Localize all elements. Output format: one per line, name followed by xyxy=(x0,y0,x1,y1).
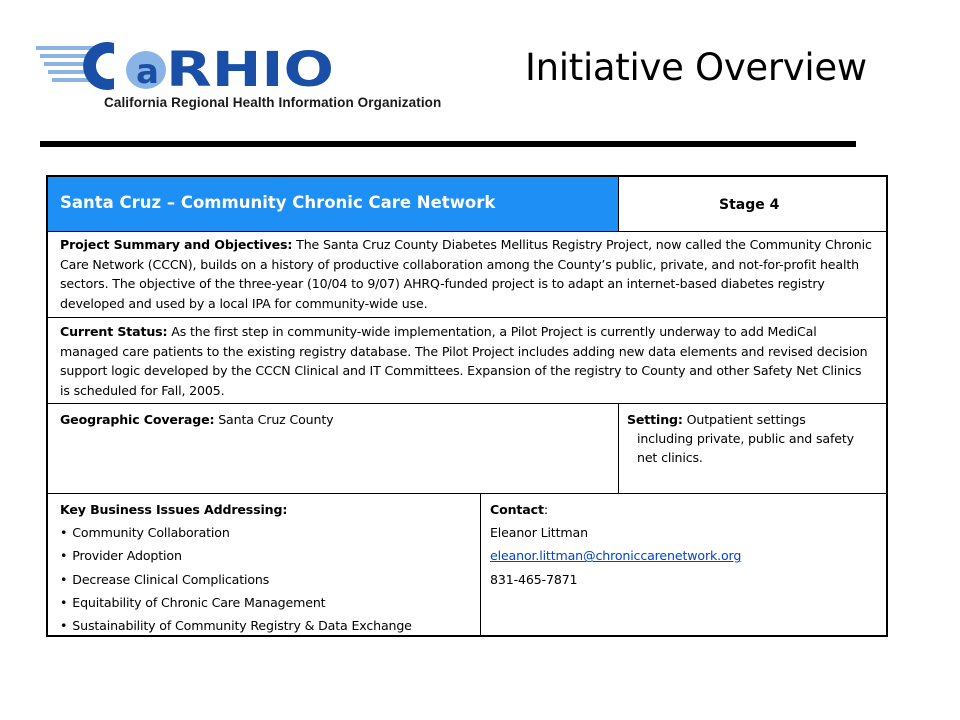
contact-label: Contact xyxy=(490,502,544,517)
card-header-stage-cell xyxy=(619,177,886,231)
svg-text:RHIO: RHIO xyxy=(166,42,334,92)
status-label: Current Status: xyxy=(60,324,168,339)
coverage-label: Geographic Coverage: xyxy=(60,412,215,427)
status-paragraph xyxy=(60,322,872,400)
issues-contact-row xyxy=(48,494,886,635)
coverage-setting-row xyxy=(48,404,886,493)
setting-label: Setting: xyxy=(627,412,683,427)
svg-text:a: a xyxy=(136,52,159,92)
list-item: • Community Collaboration xyxy=(60,521,412,544)
setting-first: Outpatient settings xyxy=(682,412,806,427)
calrhio-logo-mark xyxy=(36,40,336,92)
list-item: • Decrease Clinical Complications xyxy=(60,568,412,591)
summary-text: The Santa Cruz County Diabetes Mellitus Registry Project, now called the Community Chronic Care Network (CCCN), builds on a history of productive collaboration among the County’s public, private, and not-for-profit health sectors. The objective of the three-year (10/04 to 9/07) AHRQ-funded project is to adapt an internet-based diabetes registry developed and used by a local IPA for community-wide use. xyxy=(60,237,872,311)
status-text: As the first step in community-wide implementation, a Pilot Project is currently underway to add MediCal managed care patients to the existing registry database. The Pilot Project includes adding new data elements and revised decision support logic developed by the CCCN Clinical and IT Committees. Expansion of the registry to County and other Safety Net Clinics is scheduled for Fall, 2005. xyxy=(60,324,868,398)
card-header-title-cell xyxy=(48,177,618,231)
setting xyxy=(627,410,877,467)
key-business-issues xyxy=(60,498,412,637)
geographic-coverage xyxy=(60,410,333,429)
list-item: • Provider Adoption xyxy=(60,544,412,567)
divider xyxy=(480,494,481,635)
contact-block xyxy=(490,498,741,591)
summary-row xyxy=(48,232,886,316)
calrhio-logo xyxy=(36,40,442,116)
stage-badge: Stage 4 xyxy=(719,197,780,213)
contact-heading xyxy=(490,498,741,521)
issues-label: Key Business Issues Addressing: xyxy=(60,502,288,517)
logo-subtitle: California Regional Health Information Organization xyxy=(104,95,442,110)
page-title: Initiative Overview xyxy=(525,46,867,89)
issues-list xyxy=(60,521,412,637)
card-header-row xyxy=(48,177,886,231)
list-item: • Sustainability of Community Registry & Data Exchange xyxy=(60,614,412,637)
contact-name: Eleanor Littman xyxy=(490,525,588,541)
contact-email-link[interactable]: eleanor.littman@chroniccarenetwork.org xyxy=(490,548,742,564)
contact-colon: : xyxy=(543,502,548,517)
card-header-title: Santa Cruz – Community Chronic Care Network xyxy=(60,193,496,212)
title-divider xyxy=(40,141,856,147)
divider xyxy=(618,177,619,231)
coverage-value: Santa Cruz County xyxy=(214,412,334,427)
setting-rest: including private, public and safety net clinics. xyxy=(637,431,854,465)
divider xyxy=(618,404,619,493)
initiative-card xyxy=(46,175,888,637)
list-item: • Equitability of Chronic Care Management xyxy=(60,591,412,614)
summary-paragraph xyxy=(60,235,872,313)
summary-label: Project Summary and Objectives: xyxy=(60,237,293,252)
contact-phone: 831-465-7871 xyxy=(490,571,578,587)
status-row xyxy=(48,318,886,403)
